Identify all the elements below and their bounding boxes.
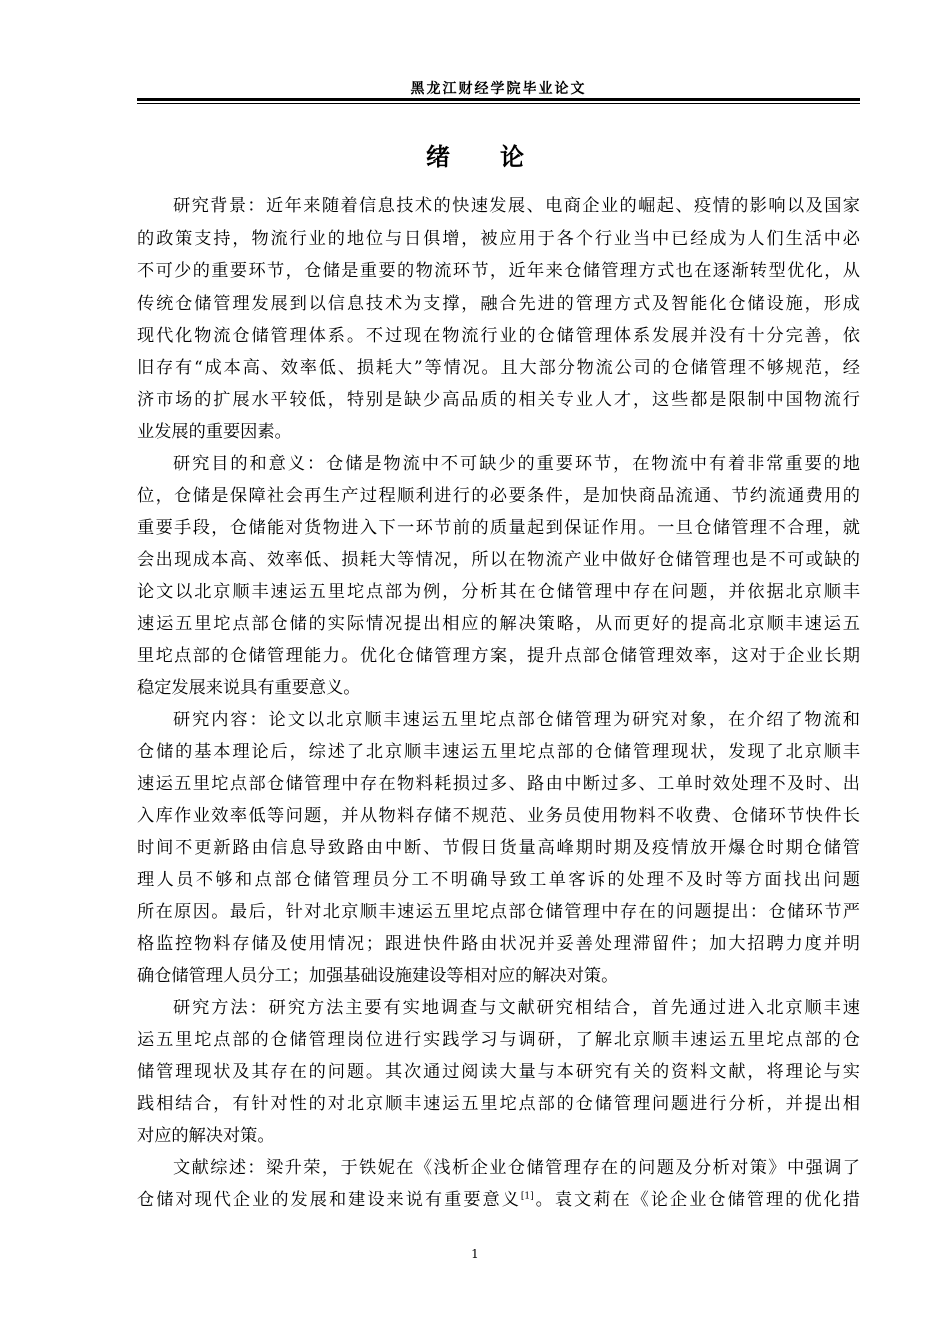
header-rule-thin [137,103,860,104]
text-line: 践相结合，有针对性的对北京顺丰速运五里坨点部的仓储管理问题进行分析，并提出相 [137,1094,860,1114]
text-line: 研究方法：研究方法主要有实地调查与文献研究相结合，首先通过进入北京顺丰速 [173,998,860,1018]
text-line: 储管理现状及其存在的问题。其次通过阅读大量与本研究有关的资料文献，将理论与实 [137,1062,860,1082]
citation-text-before: 仓储对现代企业的发展和建设来说有重要意义 [137,1190,521,1210]
text-line: 旧存有“成本高、效率低、损耗大”等情况。且大部分物流公司的仓储管理不够规范，经 [137,358,860,378]
text-line: 研究内容：论文以北京顺丰速运五里坨点部仓储管理为研究对象，在介绍了物流和 [173,710,860,730]
chapter-title-right: 论 [500,143,524,171]
text-line: 研究背景：近年来随着信息技术的快速发展、电商企业的崛起、疫情的影响以及国家 [173,196,860,216]
text-line: 所在原因。最后，针对北京顺丰速运五里坨点部仓储管理中存在的问题提出：仓储环节严 [137,902,860,922]
text-line: 对应的解决对策。 [137,1126,275,1146]
text-line: 稳定发展来说具有重要意义。 [137,678,361,698]
page-header [137,74,860,102]
header-rule-thick [137,98,860,101]
chapter-title-left: 绪 [426,143,450,171]
text-line: 现代化物流仓储管理体系。不过现在物流行业的仓储管理体系发展并没有十分完善，依 [137,326,860,346]
chapter-title [0,137,950,172]
text-line: 的政策支持，物流行业的地位与日俱增，被应用于各个行业当中已经成为人们生活中必 [137,229,860,249]
text-line: 业发展的重要因素。 [137,422,292,442]
text-line: 济市场的扩展水平较低，特别是缺少高品质的相关专业人才，这些都是限制中国物流行 [137,390,860,410]
text-line: 时间不更新路由信息导致路由中断、节假日货量高峰期时期及疫情放开爆仓时期仓储管 [137,838,860,858]
text-line [137,1185,860,1215]
text-line: 里坨点部的仓储管理能力。优化仓储管理方案，提升点部仓储管理效率，这对于企业长期 [137,646,860,666]
text-line: 重要手段，仓储能对货物进入下一环节前的质量起到保证作用。一旦仓储管理不合理，就 [137,518,860,538]
text-line: 会出现成本高、效率低、损耗大等情况，所以在物流产业中做好仓储管理也是不可或缺的 [137,550,860,570]
text-line: 确仓储管理人员分工；加强基础设施建设等相对应的解决对策。 [137,966,619,986]
citation-ref: [1] [520,1191,534,1202]
text-line: 理人员不够和点部仓储管理员分工不明确导致工单客诉的处理不及时等方面找出问题 [137,870,860,890]
text-line: 文献综述：梁升荣，于铁妮在《浅析企业仓储管理存在的问题及分析对策》中强调了 [173,1158,860,1178]
text-line: 研究目的和意义：仓储是物流中不可缺少的重要环节，在物流中有着非常重要的地 [173,454,860,474]
text-line: 运五里坨点部的仓储管理岗位进行实践学习与调研，了解北京顺丰速运五里坨点部的仓 [137,1030,860,1050]
text-line: 格监控物料存储及使用情况；跟进快件路由状况并妥善处理滞留件；加大招聘力度并明 [137,934,860,954]
text-line: 入库作业效率低等问题，并从物料存储不规范、业务员使用物料不收费、仓储环节快件长 [137,806,860,826]
header-title: 黑龙江财经学院毕业论文 [410,81,587,97]
text-line: 仓储的基本理论后，综述了北京顺丰速运五里坨点部的仓储管理现状，发现了北京顺丰 [137,742,860,762]
page-number: 1 [471,1247,479,1261]
text-line: 速运五里坨点部仓储的实际情况提出相应的解决策略，从而更好的提高北京顺丰速运五 [137,614,860,634]
text-line: 论文以北京顺丰速运五里坨点部为例，分析其在仓储管理中存在问题，并依据北京顺丰 [137,582,860,602]
text-line: 位，仓储是保障社会再生产过程顺利进行的必要条件，是加快商品流通、节约流通费用的 [137,486,860,506]
citation-text-after: 。袁文莉在《论企业仓储管理的优化措 [533,1190,860,1210]
text-line: 传统仓储管理发展到以信息技术为支撑，融合先进的管理方式及智能化仓储设施，形成 [137,294,860,314]
text-line: 速运五里坨点部仓储管理中存在物料耗损过多、路由中断过多、工单时效处理不及时、出 [137,774,860,794]
text-line: 不可少的重要环节，仓储是重要的物流环节，近年来仓储管理方式也在逐渐转型优化，从 [137,261,860,281]
